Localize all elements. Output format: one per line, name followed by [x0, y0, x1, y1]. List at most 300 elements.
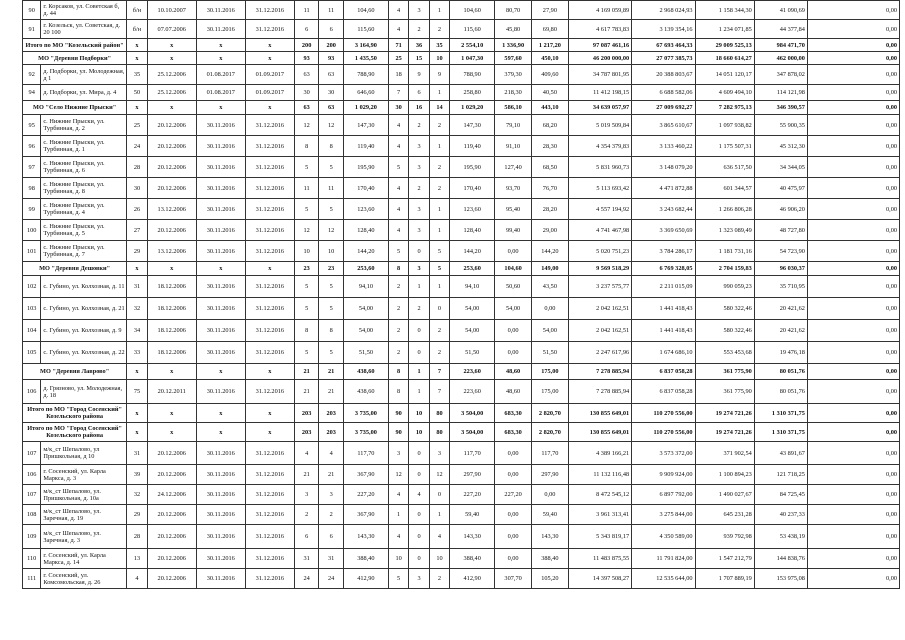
address-cell: с. Губино, ул. Колхозная, д. 21	[41, 298, 127, 320]
table-cell: 0,00	[807, 549, 899, 569]
table-cell: 30.11.2016	[196, 178, 245, 199]
table-row	[23, 380, 900, 404]
table-cell: 24	[319, 569, 344, 589]
table-cell: 30.11.2016	[196, 342, 245, 364]
table-cell: 35	[127, 65, 147, 85]
table-cell: 31.12.2016	[245, 241, 294, 262]
table-cell: 19 274 721,26	[695, 404, 754, 423]
table-cell: 19 476,18	[754, 342, 807, 364]
table-cell: 1 029,20	[450, 101, 495, 115]
table-cell: x	[196, 262, 245, 276]
table-cell: 8	[294, 320, 319, 342]
table-cell: 69,80	[531, 20, 568, 39]
table-cell: 788,90	[343, 65, 388, 85]
table-cell: 76,70	[531, 178, 568, 199]
table-cell: 1 100 894,23	[695, 465, 754, 485]
table-cell: 0,00	[807, 569, 899, 589]
table-cell: 144,20	[531, 241, 568, 262]
table-cell: 1 547 212,79	[695, 549, 754, 569]
table-cell: 5	[388, 241, 408, 262]
table-cell: 34 787 801,95	[568, 65, 631, 85]
table-cell: 30.11.2016	[196, 320, 245, 342]
table-cell: 2	[409, 298, 429, 320]
table-cell: 30.11.2016	[196, 157, 245, 178]
table-cell: 4 741 467,98	[568, 220, 631, 241]
table-cell: 2	[429, 178, 449, 199]
table-cell: 30.11.2016	[196, 465, 245, 485]
table-cell: 1 234 071,85	[695, 20, 754, 39]
table-cell: 25	[388, 52, 408, 65]
table-cell: 4	[388, 1, 408, 20]
table-cell: 0,00	[807, 404, 899, 423]
table-cell: 2	[429, 20, 449, 39]
table-cell: 21	[319, 380, 344, 404]
table-cell: 20.12.2006	[147, 157, 196, 178]
table-cell: 18.12.2006	[147, 298, 196, 320]
table-cell: 80 051,76	[754, 380, 807, 404]
table-cell: 30.11.2016	[196, 276, 245, 298]
table-row	[23, 549, 900, 569]
table-cell: 223,60	[450, 364, 495, 380]
group-title: МО "Деревня Дешовки"	[23, 262, 127, 276]
row-number-cell: 109	[23, 525, 41, 549]
table-cell: 32	[127, 298, 147, 320]
table-cell: 5 019 509,84	[568, 115, 631, 136]
row-number-cell: 91	[23, 20, 41, 39]
table-cell: 153 975,08	[754, 569, 807, 589]
table-cell: 25.12.2006	[147, 65, 196, 85]
table-cell: 31.12.2016	[245, 320, 294, 342]
table-cell: 2	[409, 115, 429, 136]
table-cell: 3 784 286,17	[632, 241, 695, 262]
table-cell: 10	[429, 549, 449, 569]
table-cell: 54,00	[450, 298, 495, 320]
table-cell: 143,30	[531, 525, 568, 549]
table-cell: 50	[127, 85, 147, 101]
address-cell: с. Нижние Прыски, ул. Турбинная, д. 7	[41, 241, 127, 262]
table-cell: 121 718,25	[754, 465, 807, 485]
table-cell: 7 282 975,13	[695, 101, 754, 115]
table-cell: 0	[409, 525, 429, 549]
row-number-cell: 97	[23, 157, 41, 178]
table-cell: 127,40	[495, 157, 532, 178]
table-cell: 115,60	[450, 20, 495, 39]
table-cell: 31.12.2016	[245, 485, 294, 505]
table-cell: 13.12.2006	[147, 199, 196, 220]
table-cell: 20.12.2006	[147, 136, 196, 157]
row-number-cell: 105	[23, 342, 41, 364]
address-cell: с. Губино, ул. Колхозная, д. 9	[41, 320, 127, 342]
table-cell: 39	[127, 465, 147, 485]
table-cell: 379,30	[495, 65, 532, 85]
table-cell: 30.11.2016	[196, 485, 245, 505]
table-cell: 1	[409, 364, 429, 380]
table-cell: 20.12.2006	[147, 442, 196, 465]
table-cell: 30	[127, 178, 147, 199]
table-cell: 218,30	[495, 85, 532, 101]
table-cell: 5	[294, 342, 319, 364]
table-cell: x	[127, 52, 147, 65]
table-cell: 18.12.2006	[147, 276, 196, 298]
table-cell: 51,50	[531, 342, 568, 364]
table-cell: 54,00	[450, 320, 495, 342]
address-cell: г. Корсаков, ул. Советская б, д. 44	[41, 1, 127, 20]
table-cell: 117,70	[343, 442, 388, 465]
table-cell: 2 247 617,96	[568, 342, 631, 364]
table-cell: 1 323 089,49	[695, 220, 754, 241]
subtotal-title: Итого по МО "Город Сосенский" Козельского района	[23, 423, 127, 442]
table-cell: x	[147, 101, 196, 115]
table-cell: 80	[429, 404, 449, 423]
table-row	[23, 85, 900, 101]
table-cell: 1 097 938,82	[695, 115, 754, 136]
table-cell: 0,00	[807, 465, 899, 485]
table-cell: 5	[294, 276, 319, 298]
table-cell: 0	[409, 465, 429, 485]
table-cell: 94,10	[450, 276, 495, 298]
table-cell: x	[245, 364, 294, 380]
table-cell: 1 029,20	[343, 101, 388, 115]
table-cell: 4	[409, 485, 429, 505]
table-cell: 0,00	[807, 85, 899, 101]
table-cell: 143,30	[343, 525, 388, 549]
address-cell: м/к_ст Шепалово, ул. Пришкольная, д. 10а	[41, 485, 127, 505]
row-number-cell: 103	[23, 298, 41, 320]
table-cell: 21	[319, 364, 344, 380]
table-cell: 984 471,70	[754, 39, 807, 52]
table-cell: 54,00	[343, 320, 388, 342]
table-cell: 84 725,45	[754, 485, 807, 505]
table-cell: 31	[319, 549, 344, 569]
row-number-cell: 99	[23, 199, 41, 220]
subtotal-title: Итого по МО "Город Сосенский" Козельского района	[23, 404, 127, 423]
table-cell: 4 471 872,88	[632, 178, 695, 199]
table-cell: 2	[388, 276, 408, 298]
group-title: МО "Деревня Лаврово"	[23, 364, 127, 380]
table-cell: 4	[388, 220, 408, 241]
table-cell: 3 133 460,22	[632, 136, 695, 157]
table-cell: 1 266 806,28	[695, 199, 754, 220]
table-cell: 388,40	[343, 549, 388, 569]
row-number-cell: 108	[23, 505, 41, 525]
table-cell: 10	[429, 52, 449, 65]
table-cell: 30.11.2016	[196, 220, 245, 241]
table-cell: 0,00	[807, 101, 899, 115]
table-cell: 8	[388, 262, 408, 276]
table-cell: 1 336,90	[495, 39, 532, 52]
table-cell: 10	[294, 241, 319, 262]
table-cell: 0,00	[495, 241, 532, 262]
table-cell: 41 090,69	[754, 1, 807, 20]
address-cell: д. Подборки, ул. Мира, д. 4	[41, 85, 127, 101]
table-cell: x	[147, 52, 196, 65]
table-cell: б/н	[127, 1, 147, 20]
table-cell: 5 343 819,17	[568, 525, 631, 549]
table-cell: 1	[429, 136, 449, 157]
table-cell: 30.11.2016	[196, 1, 245, 20]
table-cell: 51,50	[450, 342, 495, 364]
table-cell: 12	[388, 465, 408, 485]
table-cell: 14 397 508,27	[568, 569, 631, 589]
table-cell: 119,40	[450, 136, 495, 157]
table-cell: 90	[388, 423, 408, 442]
group-header-row	[23, 364, 900, 380]
table-cell: 34 344,05	[754, 157, 807, 178]
table-cell: 115,60	[343, 20, 388, 39]
table-cell: 0	[409, 320, 429, 342]
table-cell: 90	[388, 404, 408, 423]
table-cell: 144,20	[450, 241, 495, 262]
table-cell: 80,70	[495, 1, 532, 20]
table-cell: 0	[409, 505, 429, 525]
table-cell: 0,00	[495, 465, 532, 485]
table-cell: 195,90	[343, 157, 388, 178]
table-cell: 31.12.2016	[245, 342, 294, 364]
table-cell: 3 735,00	[343, 404, 388, 423]
table-cell: 462 000,00	[754, 52, 807, 65]
table-cell: 95,40	[495, 199, 532, 220]
table-cell: 6	[294, 20, 319, 39]
table-cell: 46 200 000,00	[568, 52, 631, 65]
table-cell: 4	[388, 199, 408, 220]
table-cell: 6	[409, 85, 429, 101]
row-number-cell: 96	[23, 136, 41, 157]
table-cell: 63	[294, 101, 319, 115]
table-row	[23, 115, 900, 136]
table-cell: 5	[319, 199, 344, 220]
table-cell: 110 270 556,00	[632, 404, 695, 423]
row-number-cell: 92	[23, 65, 41, 85]
table-cell: 3 504,00	[450, 423, 495, 442]
table-cell: 5	[294, 298, 319, 320]
table-cell: 11	[294, 1, 319, 20]
table-body	[23, 1, 900, 589]
table-cell: 6 837 058,28	[632, 380, 695, 404]
table-cell: 01.08.2017	[196, 65, 245, 85]
table-cell: 0,00	[807, 342, 899, 364]
row-number-cell: 90	[23, 1, 41, 20]
table-cell: 21	[294, 364, 319, 380]
table-cell: 1 707 889,19	[695, 569, 754, 589]
table-cell: 2	[429, 115, 449, 136]
table-cell: 97 087 461,16	[568, 39, 631, 52]
table-cell: x	[196, 404, 245, 423]
table-cell: 0,00	[807, 136, 899, 157]
table-cell: 30.11.2016	[196, 241, 245, 262]
row-number-cell: 106	[23, 465, 41, 485]
table-cell: 2	[429, 157, 449, 178]
table-cell: 1	[429, 85, 449, 101]
table-cell: 30.11.2016	[196, 505, 245, 525]
table-cell: 2	[409, 20, 429, 39]
table-cell: 35 710,95	[754, 276, 807, 298]
table-cell: 227,20	[495, 485, 532, 505]
table-cell: 4 169 059,89	[568, 1, 631, 20]
table-cell: 3	[294, 485, 319, 505]
table-cell: 0,00	[807, 20, 899, 39]
table-cell: 59,40	[450, 505, 495, 525]
table-cell: 28	[127, 525, 147, 549]
table-cell: 23	[319, 262, 344, 276]
table-cell: 20.12.2006	[147, 569, 196, 589]
table-cell: x	[127, 101, 147, 115]
table-cell: 4	[127, 569, 147, 589]
table-cell: 0	[429, 298, 449, 320]
row-number-cell: 107	[23, 442, 41, 465]
table-cell: 5	[294, 157, 319, 178]
table-cell: 4	[388, 525, 408, 549]
address-cell: с. Губино, ул. Колхозная, д. 22	[41, 342, 127, 364]
table-cell: 412,90	[343, 569, 388, 589]
table-cell: 203	[294, 404, 319, 423]
table-cell: 4 617 783,83	[568, 20, 631, 39]
table-cell: 11	[319, 1, 344, 20]
table-cell: x	[245, 404, 294, 423]
table-cell: 40 475,97	[754, 178, 807, 199]
table-cell: 114 121,98	[754, 85, 807, 101]
table-cell: 3 369 650,69	[632, 220, 695, 241]
address-cell: с. Нижние Прыски, ул. Турбинная, д. 2	[41, 115, 127, 136]
table-cell: 80	[429, 423, 449, 442]
table-cell: 18.12.2006	[147, 342, 196, 364]
table-cell: 67 693 464,33	[632, 39, 695, 52]
address-cell: с. Нижние Прыски, ул. Турбинная, д. 8	[41, 178, 127, 199]
table-cell: 297,90	[531, 465, 568, 485]
table-row	[23, 569, 900, 589]
table-cell: 29	[127, 505, 147, 525]
table-cell: 2	[388, 320, 408, 342]
table-cell: 12 535 644,00	[632, 569, 695, 589]
table-cell: 18	[388, 65, 408, 85]
table-cell: 0	[409, 442, 429, 465]
table-cell: 0,00	[807, 199, 899, 220]
table-cell: 128,40	[343, 220, 388, 241]
table-cell: 40,50	[531, 85, 568, 101]
table-cell: 20.12.2006	[147, 549, 196, 569]
table-cell: 3 735,00	[343, 423, 388, 442]
table-cell: 1	[429, 220, 449, 241]
table-cell: 3	[409, 136, 429, 157]
table-cell: 4	[388, 115, 408, 136]
table-cell: 6	[319, 525, 344, 549]
table-cell: 12	[429, 465, 449, 485]
table-cell: 123,60	[343, 199, 388, 220]
table-cell: 21	[294, 465, 319, 485]
table-cell: 3	[409, 569, 429, 589]
table-cell: 20.12.2006	[147, 525, 196, 549]
table-cell: 227,20	[343, 485, 388, 505]
table-cell: 149,00	[531, 262, 568, 276]
table-cell: 51,50	[343, 342, 388, 364]
table-cell: 31.12.2016	[245, 20, 294, 39]
table-cell: 0,00	[807, 380, 899, 404]
table-cell: x	[196, 364, 245, 380]
table-cell: 2 704 159,83	[695, 262, 754, 276]
table-cell: x	[147, 404, 196, 423]
table-cell: 128,40	[450, 220, 495, 241]
table-cell: 3	[409, 199, 429, 220]
table-cell: 8	[319, 136, 344, 157]
table-cell: 0,00	[807, 505, 899, 525]
group-title: МО "Село Нижние Прыски"	[23, 101, 127, 115]
table-cell: 175,00	[531, 364, 568, 380]
table-cell: 3	[319, 485, 344, 505]
table-cell: 1 175 507,31	[695, 136, 754, 157]
table-cell: 27 077 385,73	[632, 52, 695, 65]
table-cell: 71	[388, 39, 408, 52]
table-cell: 13	[127, 549, 147, 569]
table-cell: 80 051,76	[754, 364, 807, 380]
table-cell: x	[245, 262, 294, 276]
table-cell: 27 009 692,27	[632, 101, 695, 115]
table-cell: 6	[319, 20, 344, 39]
table-cell: 43,50	[531, 276, 568, 298]
table-cell: x	[196, 423, 245, 442]
table-cell: 24	[127, 136, 147, 157]
table-cell: 21	[319, 465, 344, 485]
table-cell: 123,60	[450, 199, 495, 220]
table-cell: 4	[388, 20, 408, 39]
table-cell: 25	[127, 115, 147, 136]
table-cell: 30.11.2016	[196, 442, 245, 465]
table-cell: 28,30	[531, 136, 568, 157]
table-row	[23, 525, 900, 549]
table-cell: 646,60	[343, 85, 388, 101]
table-cell: 46 906,20	[754, 199, 807, 220]
table-cell: 54 723,90	[754, 241, 807, 262]
table-cell: 16	[409, 101, 429, 115]
table-cell: 8	[388, 380, 408, 404]
table-cell: 93	[294, 52, 319, 65]
table-cell: 388,40	[450, 549, 495, 569]
table-cell: 443,10	[531, 101, 568, 115]
table-cell: 40 237,33	[754, 505, 807, 525]
table-cell: 7	[429, 364, 449, 380]
row-number-cell: 101	[23, 241, 41, 262]
table-cell: 75	[127, 380, 147, 404]
group-header-row	[23, 52, 900, 65]
table-cell: 7 278 885,94	[568, 364, 631, 380]
table-cell: 2	[409, 178, 429, 199]
table-cell: 44 377,84	[754, 20, 807, 39]
table-cell: 553 453,68	[695, 342, 754, 364]
table-cell: 0,00	[807, 276, 899, 298]
table-cell: 4 389 166,21	[568, 442, 631, 465]
table-row	[23, 485, 900, 505]
table-cell: 297,90	[450, 465, 495, 485]
table-cell: 3	[429, 442, 449, 465]
table-cell: 253,60	[343, 262, 388, 276]
table-cell: 54,00	[495, 298, 532, 320]
table-cell: 48 727,80	[754, 220, 807, 241]
address-cell: д. Подборки, ул. Молодежная, д 1	[41, 65, 127, 85]
address-cell: м/к_ст Шепалово, ул. Заречная, д. 3	[41, 525, 127, 549]
table-cell: 601 344,57	[695, 178, 754, 199]
table-cell: 388,40	[531, 549, 568, 569]
subtotal-row	[23, 39, 900, 52]
table-cell: 3	[409, 220, 429, 241]
table-cell: 30.11.2016	[196, 199, 245, 220]
table-cell: 9 569 518,29	[568, 262, 631, 276]
table-cell: 371 902,54	[695, 442, 754, 465]
table-cell: 3 243 682,44	[632, 199, 695, 220]
table-cell: 31	[127, 276, 147, 298]
table-cell: 11 791 824,00	[632, 549, 695, 569]
table-cell: 2 820,70	[531, 404, 568, 423]
table-cell: 5	[319, 276, 344, 298]
table-cell: 07.07.2006	[147, 20, 196, 39]
table-row	[23, 241, 900, 262]
